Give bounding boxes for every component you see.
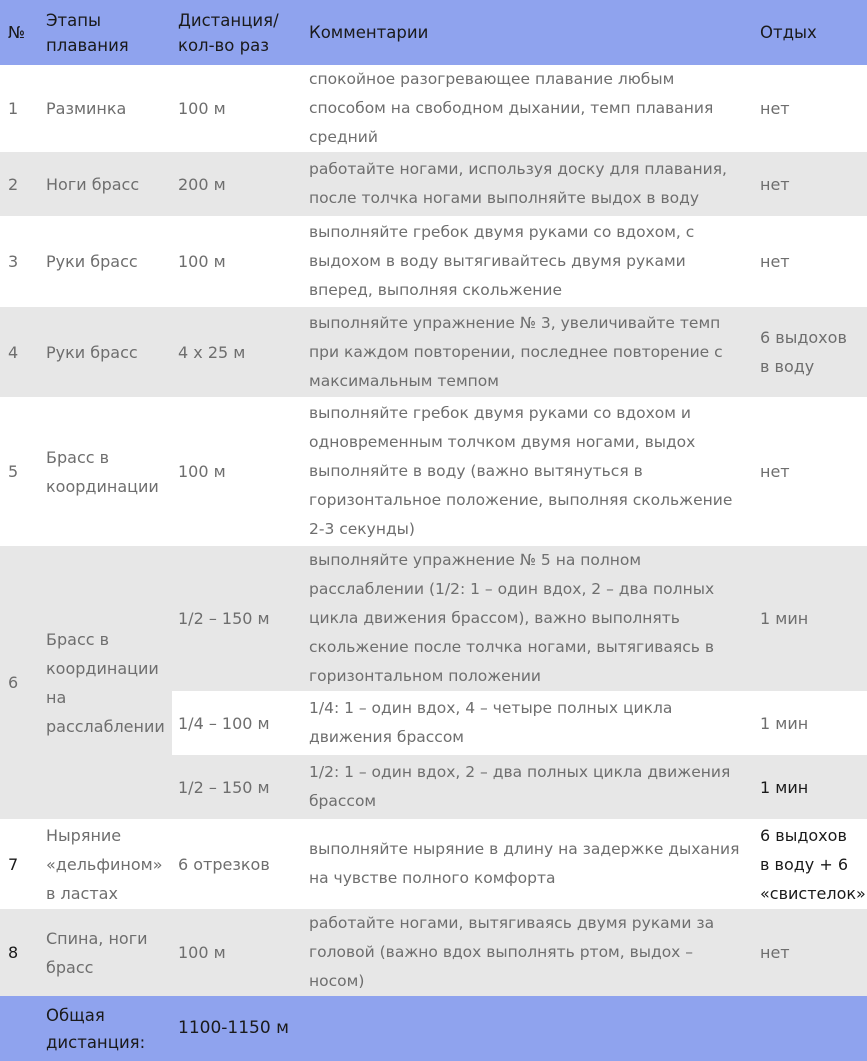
row-comment: 1/4: 1 – один вдох, 4 – четыре полных цикла движения брассом: [303, 691, 754, 755]
row-num: 1: [8, 99, 19, 118]
row-comment: спокойное разогревающее плавание любым способом на свободном дыхании, темп плавания средний: [309, 70, 714, 146]
row-distance: 100 м: [178, 99, 226, 118]
header-comment: Комментарии: [303, 0, 754, 65]
table-row: [0, 909, 867, 996]
row-stage: Ныряние «дельфином» в ластах: [46, 825, 163, 903]
row-rest: 6 выдохов в воду + 6 «свистелок»: [760, 825, 866, 903]
row-stage: Брасс в координации: [46, 447, 159, 496]
table-row: [0, 65, 867, 152]
header-num: №: [0, 0, 40, 65]
row-num: 2: [0, 152, 40, 216]
row-distance: 1/2 – 150 м: [172, 546, 303, 691]
row-stage: Брасс в координации на расслаблении: [40, 546, 172, 819]
row-comment: 1/2: 1 – один вдох, 2 – два полных цикла движения брассом: [303, 755, 754, 819]
row-rest: 1 мин: [754, 755, 867, 819]
row-comment: выполняйте ныряние в длину на задержке дыхания на чувстве полного комфорта: [309, 840, 740, 887]
row-num: 7: [8, 854, 19, 874]
row-stage: Руки брасс: [46, 252, 138, 271]
row-comment: выполняйте гребок двумя руками со вдохом и одновременным толчком двумя ногами, выдох выполняйте в воду (важно вытянуться в горизонтальное положение, выполняя скольжение 2-3 секунды): [309, 404, 733, 538]
row-stage: Руки брасс: [40, 307, 172, 397]
row-rest: 1 мин: [754, 546, 867, 691]
header-rest: Отдых: [754, 0, 867, 65]
table-row: [0, 307, 867, 397]
row-stage: Разминка: [46, 99, 127, 118]
row-distance: 100 м: [172, 909, 303, 996]
row-distance: 100 м: [178, 462, 226, 481]
row-rest: нет: [760, 462, 790, 481]
table-row: [0, 397, 867, 546]
row-rest: 1 мин: [754, 691, 867, 755]
table-row: [0, 819, 867, 909]
row-distance: 6 отрезков: [178, 854, 270, 874]
row-comment: работайте ногами, вытягиваясь двумя руками за головой (важно вдох выполнять ртом, выдох – носом): [303, 909, 754, 996]
total-value: 1100-1150 м: [172, 996, 867, 1061]
table-row: [0, 546, 867, 691]
row-distance: 4 х 25 м: [172, 307, 303, 397]
row-distance: 1/2 – 150 м: [172, 755, 303, 819]
row-distance: 200 м: [172, 152, 303, 216]
row-distance: 1/4 – 100 м: [172, 691, 303, 755]
row-stage: Спина, ноги брасс: [40, 909, 172, 996]
row-num: 6: [0, 546, 40, 819]
row-rest: нет: [760, 99, 790, 118]
row-stage: Ноги брасс: [40, 152, 172, 216]
row-rest: нет: [754, 152, 867, 216]
header-distance: Дистанция/ кол-во раз: [172, 0, 303, 65]
table-row: [0, 216, 867, 307]
row-comment: выполняйте гребок двумя руками со вдохом, с выдохом в воду вытягивайтесь двумя руками вперед, выполняя скольжение: [309, 223, 695, 299]
row-num: 3: [8, 252, 19, 271]
row-num: 5: [8, 462, 19, 481]
table-row: [0, 152, 867, 216]
row-rest: 6 выдохов в воду: [754, 307, 867, 397]
row-comment: работайте ногами, используя доску для плавания, после толчка ногами выполняйте выдох в воду: [303, 152, 754, 216]
header-stage: Этапы плавания: [40, 0, 172, 65]
row-num: 4: [0, 307, 40, 397]
row-rest: нет: [754, 909, 867, 996]
total-blank: [0, 996, 40, 1061]
row-comment: выполняйте упражнение № 3, увеличивайте темп при каждом повторении, последнее повторение с максимальным темпом: [303, 307, 754, 397]
row-comment: выполняйте упражнение № 5 на полном расслаблении (1/2: 1 – один вдох, 2 – два полных цикла движения брассом), важно выполнять скольжение после толчка ногами, вытягиваясь в горизонтальном положении: [303, 546, 754, 691]
total-label: Общая дистанция:: [40, 996, 172, 1061]
row-num: 8: [0, 909, 40, 996]
table-header-row: [0, 0, 867, 65]
row-rest: нет: [760, 252, 790, 271]
row-distance: 100 м: [178, 252, 226, 271]
total-row: [0, 996, 867, 1061]
